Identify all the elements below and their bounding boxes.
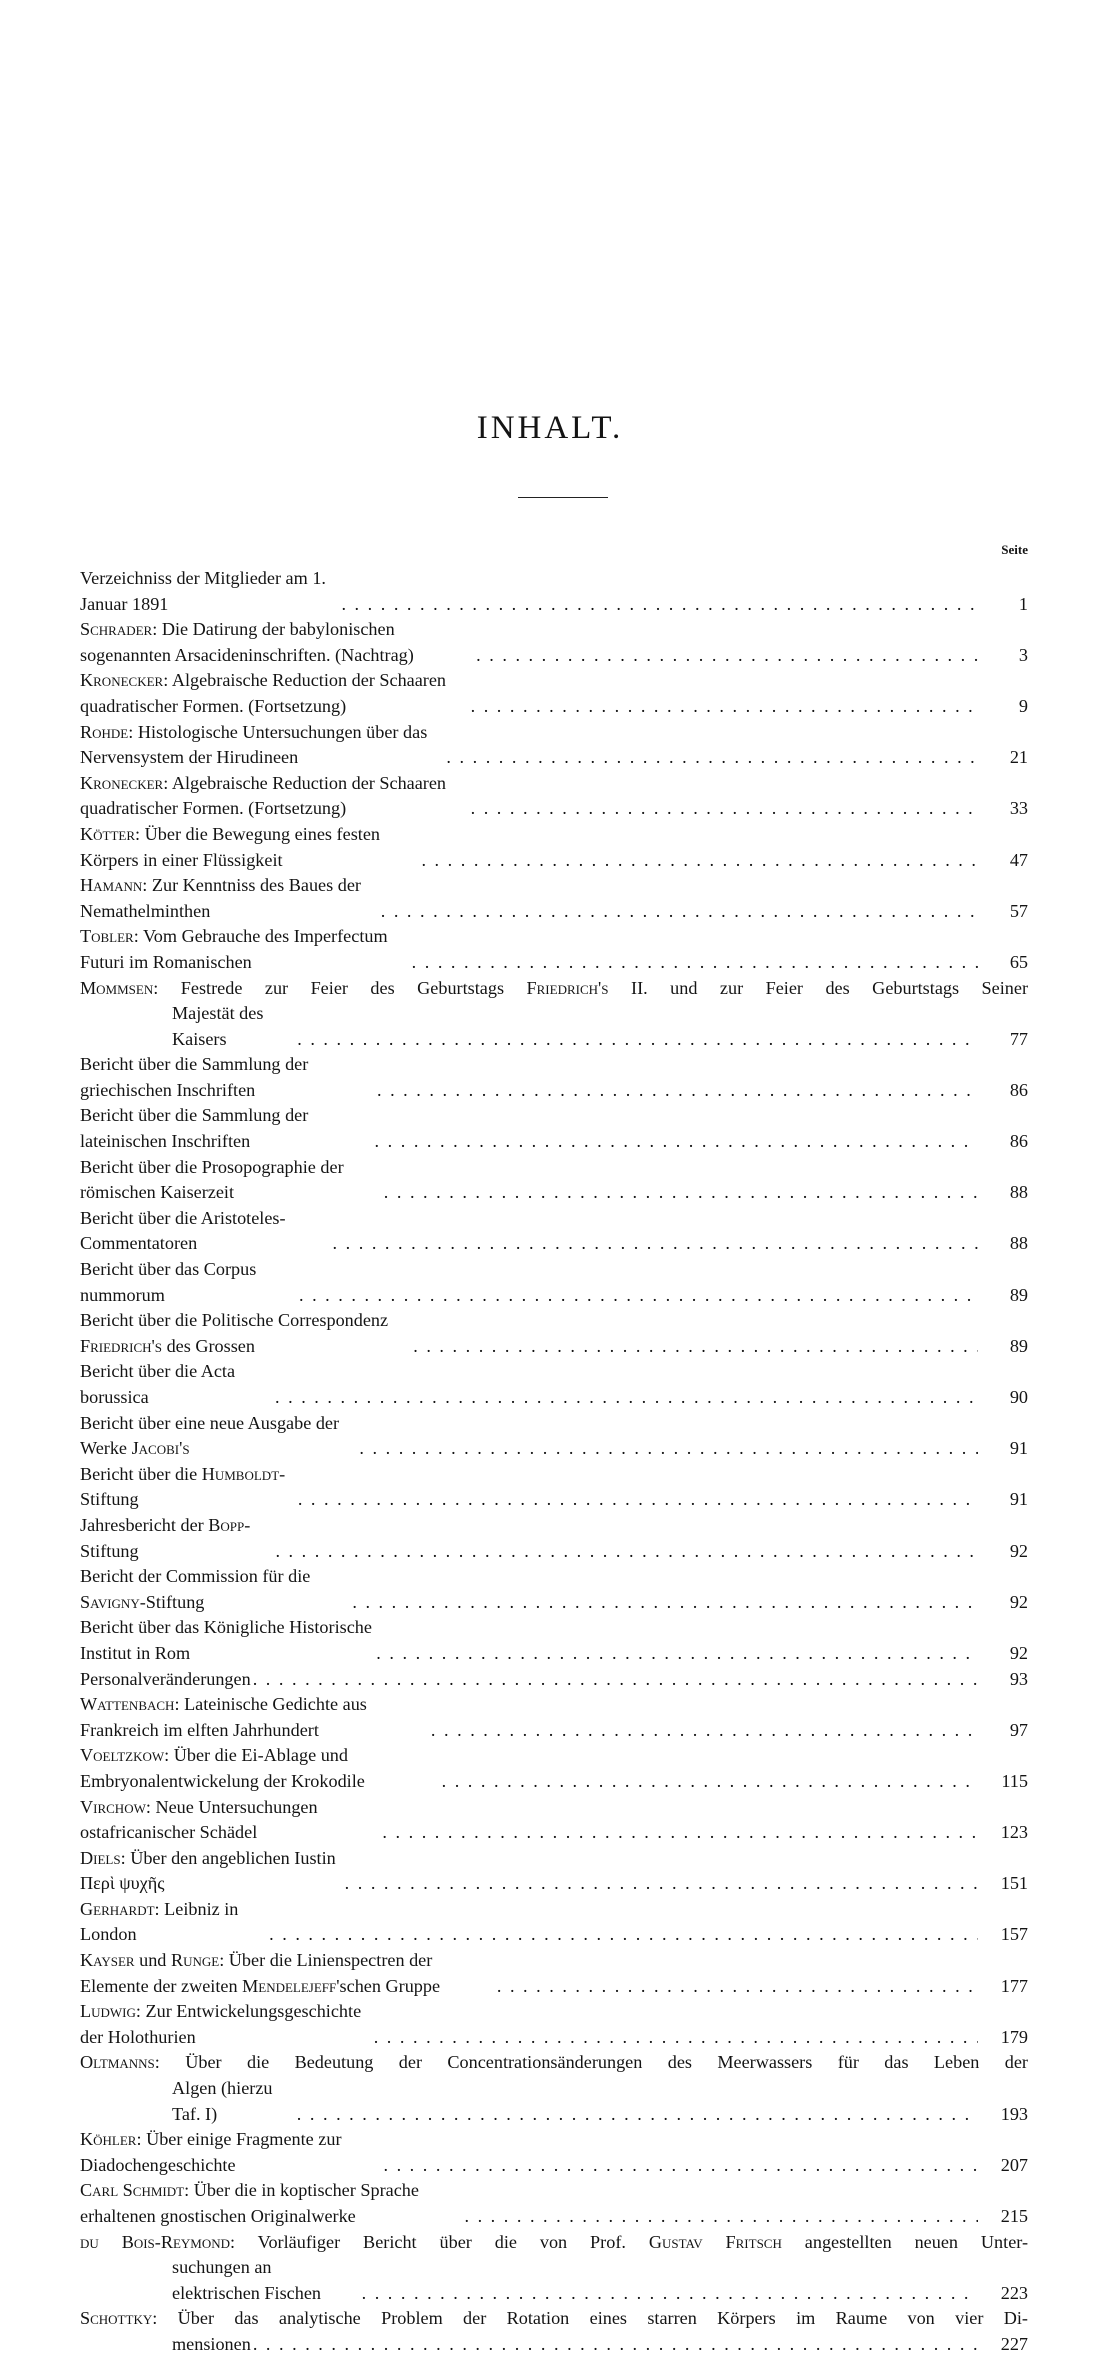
entry-name: Bopp bbox=[208, 1514, 245, 1535]
leader-dots bbox=[345, 1871, 978, 1897]
toc-entry bbox=[80, 2178, 1028, 2229]
entry-title: Bericht über die Sammlung der griechischen Inschriften bbox=[80, 1054, 309, 1100]
entry-title: II. und zur Feier des Geburtstags Seiner bbox=[631, 977, 1028, 998]
entry-title: Bericht über die bbox=[80, 1463, 198, 1484]
toc-entry bbox=[80, 1359, 1028, 1410]
entry-title: Über den angeblichen Iustin Περὶ ψυχῆς bbox=[80, 1847, 336, 1894]
entry-title: Über die Ei-Ablage und Embryonalentwickelung der Krokodile bbox=[80, 1745, 365, 1791]
entry-text: Tobler: Vom Gebrauche des Imperfectum Futuri im Romanischen bbox=[80, 926, 388, 972]
toc-entry bbox=[80, 1513, 1028, 1564]
entry-title: Algebraische Reduction der Schaaren quadratischer Formen. (Fortsetzung) bbox=[80, 772, 447, 819]
entry-title: Vorläufiger Bericht über die von Prof. bbox=[257, 2231, 626, 2252]
leader-dots bbox=[381, 899, 978, 925]
leader-dots bbox=[375, 1129, 978, 1155]
entry-text: Schrader: Die Datirung der babylonischen sogenannten Arsacideninschriften. (Nachtrag) bbox=[80, 619, 414, 665]
entry-page: 123 bbox=[1000, 1822, 1028, 1843]
entry-author: Köhler bbox=[80, 2129, 137, 2150]
entry-text bbox=[80, 1103, 373, 1154]
leader-dots bbox=[476, 643, 978, 669]
entry-page: 92 bbox=[1009, 1591, 1028, 1612]
entry-page: 1 bbox=[1018, 593, 1028, 614]
toc-entry bbox=[80, 2127, 1028, 2178]
entry-page: 179 bbox=[1000, 2026, 1028, 2047]
entry-text: Rohde: Histologische Untersuchungen über das Nervensystem der Hirudineen bbox=[80, 721, 428, 768]
entry-name: Gustav Fritsch bbox=[648, 2231, 782, 2252]
entry-text: Kronecker: Algebraische Reduction der Schaaren quadratischer Formen. (Fortsetzung) bbox=[80, 772, 447, 819]
entry-text bbox=[80, 1615, 374, 1666]
entry-text bbox=[80, 1359, 273, 1410]
toc-entry bbox=[80, 1052, 1028, 1103]
leader-dots bbox=[471, 694, 978, 720]
toc-entry bbox=[80, 2076, 1028, 2127]
entry-title: Bericht der Commission für die bbox=[80, 1566, 311, 1587]
toc-entry bbox=[80, 1667, 1028, 1693]
entry-title: Bericht über eine neue Ausgabe der Werke bbox=[80, 1412, 340, 1459]
toc-entry bbox=[80, 1564, 1028, 1615]
entry-page: 65 bbox=[1009, 951, 1028, 972]
entry-page: 97 bbox=[1009, 1719, 1028, 1740]
entry-page: 86 bbox=[1009, 1131, 1028, 1152]
toc-entry bbox=[80, 1257, 1028, 1308]
entry-title: Bericht über die Acta borussica bbox=[80, 1361, 236, 1407]
leader-dots bbox=[359, 1436, 978, 1462]
entry-page: 207 bbox=[1000, 2154, 1028, 2175]
entry-text: Virchow: Neue Untersuchungen ostafricanischer Schädel bbox=[80, 1796, 318, 1843]
entry-author: Virchow bbox=[80, 1796, 146, 1817]
entry-page: 77 bbox=[1009, 1028, 1028, 1049]
entry-author: Carl Schmidt bbox=[80, 2180, 185, 2201]
entry-text: Wattenbach: Lateinische Gedichte aus Frankreich im elften Jahrhundert bbox=[80, 1694, 367, 1740]
leader-dots bbox=[442, 1769, 978, 1795]
toc-entry bbox=[80, 566, 1028, 617]
entry-text: Voeltzkow: Über die Ei-Ablage und Embryonalentwickelung der Krokodile bbox=[80, 1745, 365, 1791]
toc-entry bbox=[80, 1206, 1028, 1257]
toc-entry bbox=[80, 720, 1028, 771]
leader-dots bbox=[377, 1078, 978, 1104]
entry-author: Ludwig bbox=[80, 2001, 136, 2022]
entry-first-line: Schottky: Über das analytische Problem der Rotation eines starren Körpers im Raume von vier Di- bbox=[80, 2308, 1028, 2329]
entry-text: Kötter: Über die Bewegung eines festen Körpers in einer Flüssigkeit bbox=[80, 823, 380, 870]
entry-title: Festrede zur Feier des Geburtstags bbox=[180, 977, 505, 998]
entry-author: Runge bbox=[170, 1950, 220, 1971]
toc-entry bbox=[80, 2332, 1028, 2358]
entry-author: Tobler bbox=[80, 926, 134, 947]
entry-author: Wattenbach bbox=[80, 1694, 175, 1715]
entry-text bbox=[80, 566, 339, 617]
entry-author: Kayser bbox=[80, 1950, 135, 1971]
entry-name: Friedrich's bbox=[526, 977, 609, 998]
entry-page: 86 bbox=[1009, 1079, 1028, 1100]
leader-dots bbox=[253, 2332, 978, 2358]
leader-dots bbox=[431, 1718, 978, 1744]
entry-title: Bericht über die Sammlung der lateinischen Inschriften bbox=[80, 1105, 309, 1152]
entry-name: Jacobi's bbox=[131, 1438, 190, 1459]
entry-text: Gerhardt: Leibniz in London bbox=[80, 1898, 239, 1945]
leader-dots bbox=[384, 1180, 978, 1206]
entry-title: Personalveränderungen bbox=[80, 1668, 251, 1689]
entry-title: Über die Linienspectren der Elemente der zweiten bbox=[80, 1950, 433, 1996]
leader-dots bbox=[421, 848, 978, 874]
entry-text bbox=[80, 1411, 357, 1462]
toc-entry bbox=[80, 668, 1028, 719]
leader-dots bbox=[333, 1231, 978, 1257]
toc-entry bbox=[80, 1103, 1028, 1154]
entry-page: 157 bbox=[1000, 1924, 1028, 1945]
leader-dots bbox=[471, 796, 978, 822]
toc-entry bbox=[80, 1692, 1028, 1743]
entry-title: Algebraische Reduction der Schaaren quadratischer Formen. (Fortsetzung) bbox=[80, 670, 447, 716]
entry-title: Bericht über die Politische Correspondenz bbox=[80, 1310, 389, 1331]
entry-page: 177 bbox=[1000, 1975, 1028, 1996]
leader-dots bbox=[376, 1641, 978, 1667]
entry-text bbox=[80, 1155, 382, 1206]
leader-dots bbox=[297, 2102, 978, 2128]
leader-dots bbox=[253, 1667, 978, 1693]
entry-text: Hamann: Zur Kenntniss des Baues der Nemathelminthen bbox=[80, 875, 361, 921]
entry-author: Diels bbox=[80, 1847, 121, 1868]
entry-title: Histologische Untersuchungen über das Nervensystem der Hirudineen bbox=[80, 721, 428, 768]
entry-title: 'schen Gruppe bbox=[336, 1975, 441, 1996]
leader-dots bbox=[446, 745, 978, 771]
entry-page: 151 bbox=[1000, 1873, 1028, 1894]
entry-page: 92 bbox=[1009, 1540, 1028, 1561]
entry-text bbox=[80, 1308, 411, 1359]
entry-page: 90 bbox=[1009, 1387, 1028, 1407]
toc-entry bbox=[80, 771, 1028, 822]
entry-title: Zur Entwickelungsgeschichte der Holothurien bbox=[80, 2001, 362, 2047]
entry-title: -Stiftung bbox=[139, 1591, 205, 1612]
entry-text: Carl Schmidt: Über die in koptischer Sprache erhaltenen gnostischen Originalwerke bbox=[80, 2180, 419, 2226]
entry-continuation bbox=[80, 2332, 251, 2358]
entry-page: 193 bbox=[1000, 2103, 1028, 2124]
entry-author: Kronecker bbox=[80, 772, 164, 793]
entry-continuation bbox=[80, 2076, 295, 2127]
entry-author-conj: und bbox=[139, 1950, 167, 1971]
entry-text: Ludwig: Zur Entwickelungsgeschichte der Holothurien bbox=[80, 2001, 362, 2047]
title-rule bbox=[518, 497, 608, 498]
entry-author: Gerhardt bbox=[80, 1898, 155, 1919]
toc-entry bbox=[80, 924, 1028, 975]
entry-author: Rohde bbox=[80, 721, 129, 742]
toc-entry bbox=[80, 1462, 1028, 1513]
toc-entry bbox=[80, 1155, 1028, 1206]
entry-page: 89 bbox=[1009, 1335, 1028, 1356]
entry-page: 223 bbox=[1000, 2282, 1028, 2303]
entry-text bbox=[80, 1206, 331, 1257]
entry-title: Algen (hierzu Taf. I) bbox=[172, 2078, 273, 2124]
entry-title: Über die Bedeutung der Concentrationsänderungen des Meerwassers für das Leben der bbox=[185, 2052, 1028, 2073]
entry-title: des Grossen bbox=[166, 1335, 255, 1356]
toc-entry bbox=[80, 822, 1028, 873]
entry-title: Über einige Fragmente zur Diadochengeschichte bbox=[80, 2129, 342, 2175]
entry-text bbox=[80, 1462, 296, 1513]
entry-title: Majestät des Kaisers bbox=[172, 1003, 264, 1049]
entry-page: 88 bbox=[1009, 1182, 1028, 1203]
entry-page: 89 bbox=[1009, 1284, 1028, 1305]
entry-author: Schrader bbox=[80, 619, 153, 640]
toc-entry bbox=[80, 1897, 1028, 1948]
entry-title: angestellten neuen Unter- bbox=[804, 2231, 1029, 2252]
entry-title: Bericht über die Prosopographie der römischen Kaiserzeit bbox=[80, 1156, 344, 1203]
entry-page: 57 bbox=[1009, 900, 1028, 921]
leader-dots bbox=[362, 2281, 978, 2307]
entry-page: 227 bbox=[1000, 2333, 1028, 2354]
entry-title: Bericht über das Corpus nummorum bbox=[80, 1259, 257, 1305]
leader-dots bbox=[374, 2025, 978, 2051]
leader-dots bbox=[275, 1385, 978, 1411]
leader-dots bbox=[412, 950, 978, 976]
entry-text: Kayser und Runge: Über die Linienspectren der Elemente der zweiten Mendelejeff'schen Gruppe bbox=[80, 1950, 441, 1996]
entry-title: Verzeichniss der Mitglieder am 1. Januar 1891 bbox=[80, 568, 326, 614]
entry-text bbox=[80, 1257, 297, 1308]
toc-entry bbox=[80, 1308, 1028, 1359]
entry-name: Mendelejeff bbox=[242, 1975, 337, 1996]
entry-author: Voeltzkow bbox=[80, 1745, 165, 1766]
entry-text: Kronecker: Algebraische Reduction der Schaaren quadratischer Formen. (Fortsetzung) bbox=[80, 670, 447, 716]
toc-entry bbox=[80, 1001, 1028, 1052]
entry-page: 47 bbox=[1009, 849, 1028, 870]
entry-text bbox=[80, 1564, 350, 1615]
entry-title: Vom Gebrauche des Imperfectum Futuri im Romanischen bbox=[80, 926, 388, 972]
entry-first-line: du Bois-Reymond: Vorläufiger Bericht über die von Prof. Gustav Fritsch angestellten neuen Unter- bbox=[80, 2231, 1029, 2252]
toc-entry bbox=[80, 1411, 1028, 1462]
entry-name: Humboldt bbox=[201, 1463, 280, 1484]
table-of-contents bbox=[80, 542, 1029, 2358]
entry-continuation bbox=[80, 2255, 360, 2306]
entry-page: 215 bbox=[1000, 2206, 1028, 2226]
entry-page: 88 bbox=[1009, 1233, 1028, 1254]
leader-dots bbox=[341, 592, 978, 618]
toc-entry bbox=[80, 1846, 1028, 1897]
leader-dots bbox=[497, 1974, 978, 2000]
entry-page: 21 bbox=[1009, 747, 1028, 768]
entry-name: Savigny bbox=[80, 1591, 140, 1612]
entry-page: 93 bbox=[1009, 1668, 1028, 1689]
entry-title: Jahresbericht der bbox=[80, 1514, 204, 1535]
leader-dots bbox=[269, 1922, 978, 1948]
entry-title: Zur Kenntniss des Baues der Nemathelminthen bbox=[80, 875, 361, 921]
leader-dots bbox=[299, 1283, 978, 1309]
page-title: INHALT. bbox=[476, 410, 624, 446]
leader-dots bbox=[275, 1539, 978, 1565]
entry-author: Schottky bbox=[80, 2308, 153, 2329]
entry-title: Leibniz in London bbox=[80, 1898, 239, 1945]
entry-page: 3 bbox=[1018, 644, 1028, 665]
leader-dots bbox=[352, 1590, 978, 1616]
entry-title: mensionen bbox=[172, 2333, 251, 2354]
page-column-label: Seite bbox=[1001, 542, 1028, 557]
entry-first-line: Mommsen: Festrede zur Feier des Geburtstags Friedrich's II. und zur Feier des Geburtstags Seiner bbox=[80, 977, 1028, 998]
toc-entry bbox=[80, 1999, 1028, 2050]
entry-title: -Stiftung bbox=[80, 1463, 286, 1510]
entry-page: 33 bbox=[1009, 798, 1028, 819]
entry-title: Über die in koptischer Sprache erhaltenen gnostischen Originalwerke bbox=[80, 2180, 419, 2226]
entry-title: Die Datirung der babylonischen sogenannten Arsacideninschriften. (Nachtrag) bbox=[80, 619, 414, 665]
entry-text: Köhler: Über einige Fragmente zur Diadochengeschichte bbox=[80, 2129, 342, 2175]
toc-entry bbox=[80, 1615, 1028, 1666]
leader-dots bbox=[297, 1027, 978, 1053]
entry-text: Diels: Über den angeblichen Iustin Περὶ ψυχῆς bbox=[80, 1847, 336, 1894]
leader-dots bbox=[464, 2204, 978, 2230]
entry-author: Mommsen bbox=[80, 977, 154, 998]
entry-author: Kronecker bbox=[80, 670, 164, 691]
leader-dots bbox=[383, 2153, 978, 2179]
toc-entry bbox=[80, 873, 1028, 924]
toc-entry bbox=[80, 617, 1028, 668]
entry-author: Kötter bbox=[80, 823, 136, 844]
leader-dots bbox=[413, 1334, 978, 1360]
entry-title: Bericht über das Königliche Historische Institut in Rom bbox=[80, 1617, 372, 1663]
entry-page: 91 bbox=[1009, 1489, 1028, 1510]
entry-author: du Bois-Reymond bbox=[80, 2231, 231, 2252]
entry-continuation bbox=[80, 1001, 295, 1052]
entry-title: -Stiftung bbox=[80, 1514, 251, 1561]
entry-title: Über die Bewegung eines festen Körpers in einer Flüssigkeit bbox=[80, 823, 380, 870]
leader-dots bbox=[382, 1820, 978, 1846]
entry-first-line: Oltmanns: Über die Bedeutung der Concentrationsänderungen des Meerwassers für das Leben der bbox=[80, 2052, 1028, 2073]
entry-page: 92 bbox=[1009, 1642, 1028, 1663]
toc-entry bbox=[80, 1948, 1028, 1999]
entry-author: Oltmanns bbox=[80, 2052, 155, 2073]
entry-name: Friedrich's bbox=[80, 1335, 163, 1356]
toc-entry bbox=[80, 1743, 1028, 1794]
entry-title: Bericht über die Aristoteles-Commentatoren bbox=[80, 1207, 286, 1254]
entry-page: 115 bbox=[1001, 1770, 1028, 1791]
entry-text bbox=[80, 1052, 375, 1103]
entry-author: Hamann bbox=[80, 875, 143, 896]
leader-dots bbox=[298, 1487, 978, 1513]
entry-title: Über das analytische Problem der Rotation eines starren Körpers im Raume von vier Di- bbox=[177, 2308, 1028, 2329]
toc-entry bbox=[80, 1795, 1028, 1846]
entry-title: Neue Untersuchungen ostafricanischer Schädel bbox=[80, 1796, 318, 1843]
entry-title: Lateinische Gedichte aus Frankreich im elften Jahrhundert bbox=[80, 1694, 367, 1740]
toc-entry bbox=[80, 2255, 1028, 2306]
entry-text bbox=[80, 1513, 273, 1564]
entry-page: 91 bbox=[1009, 1438, 1028, 1459]
entry-text bbox=[80, 1667, 251, 1693]
entry-page: 9 bbox=[1018, 695, 1028, 716]
entry-title: suchungen an elektrischen Fischen bbox=[172, 2257, 321, 2303]
